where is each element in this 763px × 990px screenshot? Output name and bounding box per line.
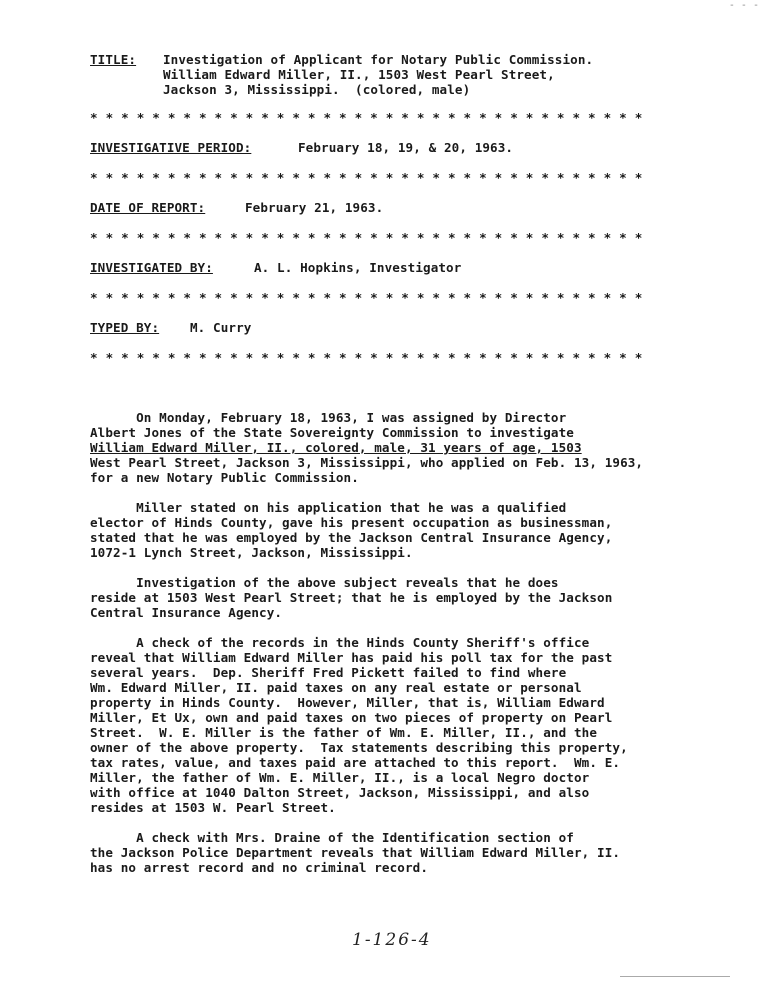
- star-separator: * * * * * * * * * * * * * * * * * * * * * * * * * * * * * * * * * * * *: [90, 290, 643, 305]
- text-line: several years. Dep. Sheriff Fred Pickett failed to find where: [90, 665, 567, 680]
- scan-mark: - - -: [728, 0, 759, 11]
- text-line: On Monday, February 18, 1963, I was assigned by Director: [90, 410, 567, 425]
- title-line-2: William Edward Miller, II., 1503 West Pearl Street,: [163, 67, 555, 82]
- text-line: Miller, the father of Wm. E. Miller, II., is a local Negro doctor: [90, 770, 590, 785]
- text-line: elector of Hinds County, gave his present occupation as businessman,: [90, 515, 613, 530]
- investigative-period-value: February 18, 19, & 20, 1963.: [298, 140, 514, 155]
- typed-by-label: TYPED BY:: [90, 320, 160, 335]
- investigative-period-label: INVESTIGATIVE PERIOD:: [90, 140, 252, 155]
- text-line: reside at 1503 West Pearl Street; that he is employed by the Jackson: [90, 590, 613, 605]
- text-line: Wm. Edward Miller, II. paid taxes on any real estate or personal: [90, 680, 582, 695]
- star-separator: * * * * * * * * * * * * * * * * * * * * * * * * * * * * * * * * * * * *: [90, 170, 643, 185]
- text-line: with office at 1040 Dalton Street, Jackson, Mississippi, and also: [90, 785, 590, 800]
- text-line: owner of the above property. Tax statements describing this property,: [90, 740, 628, 755]
- date-of-report-value: February 21, 1963.: [245, 200, 384, 215]
- text-line: A check of the records in the Hinds County Sheriff's office: [90, 635, 590, 650]
- title-line-3: Jackson 3, Mississippi. (colored, male): [163, 82, 471, 97]
- scan-mark: [620, 976, 730, 977]
- text-line: tax rates, value, and taxes paid are attached to this report. Wm. E.: [90, 755, 621, 770]
- text-line: 1072-1 Lynch Street, Jackson, Mississippi.: [90, 545, 413, 560]
- handwritten-document-number: 1-126-4: [352, 930, 432, 950]
- investigated-by-label: INVESTIGATED BY:: [90, 260, 213, 275]
- title-label: TITLE:: [90, 52, 137, 67]
- date-of-report-label: DATE OF REPORT:: [90, 200, 206, 215]
- star-separator: * * * * * * * * * * * * * * * * * * * * * * * * * * * * * * * * * * * *: [90, 230, 643, 245]
- text-line: Central Insurance Agency.: [90, 605, 283, 620]
- text-line: A check with Mrs. Draine of the Identification section of: [90, 830, 574, 845]
- text-line: the Jackson Police Department reveals that William Edward Miller, II.: [90, 845, 621, 860]
- text-line: Albert Jones of the State Sovereignty Commission to investigate: [90, 425, 574, 440]
- text-line: resides at 1503 W. Pearl Street.: [90, 800, 336, 815]
- text-line: Street. W. E. Miller is the father of Wm. E. Miller, II., and the: [90, 725, 598, 740]
- text-line: William Edward Miller, II., colored, male, 31 years of age, 1503: [90, 440, 582, 455]
- text-line: reveal that William Edward Miller has paid his poll tax for the past: [90, 650, 613, 665]
- star-separator: * * * * * * * * * * * * * * * * * * * * * * * * * * * * * * * * * * * *: [90, 350, 643, 365]
- text-line: Miller, Et Ux, own and paid taxes on two pieces of property on Pearl: [90, 710, 613, 725]
- text-line: West Pearl Street, Jackson 3, Mississippi, who applied on Feb. 13, 1963,: [90, 455, 644, 470]
- text-line: has no arrest record and no criminal record.: [90, 860, 429, 875]
- text-line: stated that he was employed by the Jackson Central Insurance Agency,: [90, 530, 613, 545]
- text-line: Miller stated on his application that he was a qualified: [90, 500, 567, 515]
- title-line-1: Investigation of Applicant for Notary Public Commission.: [163, 52, 594, 67]
- text-line: for a new Notary Public Commission.: [90, 470, 359, 485]
- text-line: property in Hinds County. However, Miller, that is, William Edward: [90, 695, 605, 710]
- investigated-by-value: A. L. Hopkins, Investigator: [254, 260, 462, 275]
- text-line: Investigation of the above subject reveals that he does: [90, 575, 559, 590]
- typed-by-value: M. Curry: [190, 320, 252, 335]
- star-separator: * * * * * * * * * * * * * * * * * * * * * * * * * * * * * * * * * * * *: [90, 110, 643, 125]
